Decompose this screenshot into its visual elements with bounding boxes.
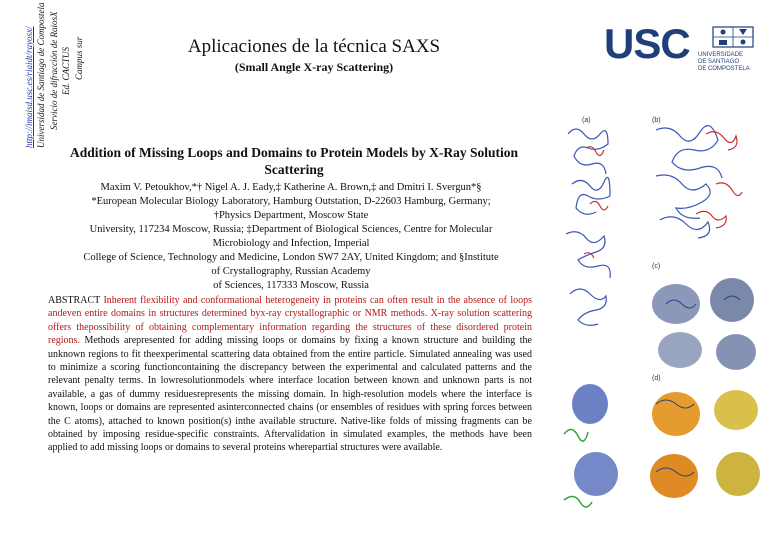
figure-panel-b	[656, 126, 742, 238]
usc-logo-text: USC	[604, 20, 690, 67]
sidebar-service: Servicio de difracción de RaiosX	[49, 11, 59, 130]
figure-panel-d	[564, 384, 760, 507]
abstract-label: ABSTRACT	[48, 295, 101, 306]
abstract-body: Methods arepresented for adding missing loops or domains by fixing a known structure and building the unknown regions to fit theexperimental scattering data obtained from the entire particle. Simulated annealing was used to minimize a scoring functioncontaining the discrepancy between the experimental and calculated patterns and the relevant penalty terms. In lowresolutionmodels where interface location between known and unknown parts is not available, a gas of dummy residuesrepresents the missing domain. In high-resolution models where the interface is known, loops or domains are represented asinterconnected chains (or ensembles of residues with spring forces between the C atoms), attached to known position(s) inthe available structure. Native-like folds of missing fragments can be obtained by imposing residue-specific constraints. Aftervalidation in simulated examples, the methods have been applied to add missing loops or domains to several proteins wherepartial structures were available.	[48, 335, 532, 454]
paper-authors	[48, 181, 534, 293]
usc-logo	[604, 22, 754, 78]
figure-label-a: (a)	[582, 117, 591, 124]
paper-abstract	[48, 294, 532, 455]
university-crest-icon	[712, 26, 754, 48]
figure-label-c: (c)	[652, 263, 661, 270]
figure-label-d: (d)	[652, 375, 661, 382]
protein-structure-figure	[556, 104, 770, 524]
authors-text: Maxim V. Petoukhov,*† Nigel A. J. Eady,‡ Katherine A. Brown,‡ and Dmitri I. Svergun*§ *European Molecular Biology Laboratory, Hamburg Outstation, D-22603 Hamburg, Germany; †Physics Department, Moscow State University, 117234 Moscow, Russia; ‡Department of Biological Sciences, Centre for Molecular Microbiology and Infection, Imperial College of Science, Technology and Medicine, London SW7 2AY, United Kingdom; and §Institute of Crystallography, Russian Academy of Sciences, 117333 Moscow, Russia	[83, 182, 499, 291]
sidebar-link[interactable]: http://imaisd.usc.es/riaidt/rayosx/	[24, 26, 34, 148]
figure-label-b: (b)	[652, 117, 661, 124]
sidebar-building: Ed. CACTUS	[61, 46, 71, 95]
page-title: Aplicaciones de la técnica SAXS	[187, 36, 441, 57]
sidebar-vertical-text	[0, 0, 120, 150]
figure-panel-a	[566, 129, 610, 325]
abstract-highlight: Inherent flexibility and conformational heterogeneity in proteins can often result in the absence of loops andeven entire domains in structures determined byx-ray crystallographic or NMR methods. X-ray solution scattering offers thepossibility of obtaining complementary information regarding the structures of these disordered protein regions.	[48, 295, 533, 347]
sidebar-campus: Campus sur	[74, 36, 84, 80]
page-subtitle: (Small Angle X-ray Scattering)	[234, 60, 394, 74]
paper-title: Addition of Missing Loops and Domains to Protein Models by X-Ray Solution Scattering	[70, 145, 518, 177]
figure-panel-c	[652, 278, 756, 370]
sidebar-institution: Universidad de Santiago de Compostela	[36, 2, 46, 148]
university-name: UNIVERSIDADE DE SANTIAGO DE COMPOSTELA	[698, 52, 750, 72]
